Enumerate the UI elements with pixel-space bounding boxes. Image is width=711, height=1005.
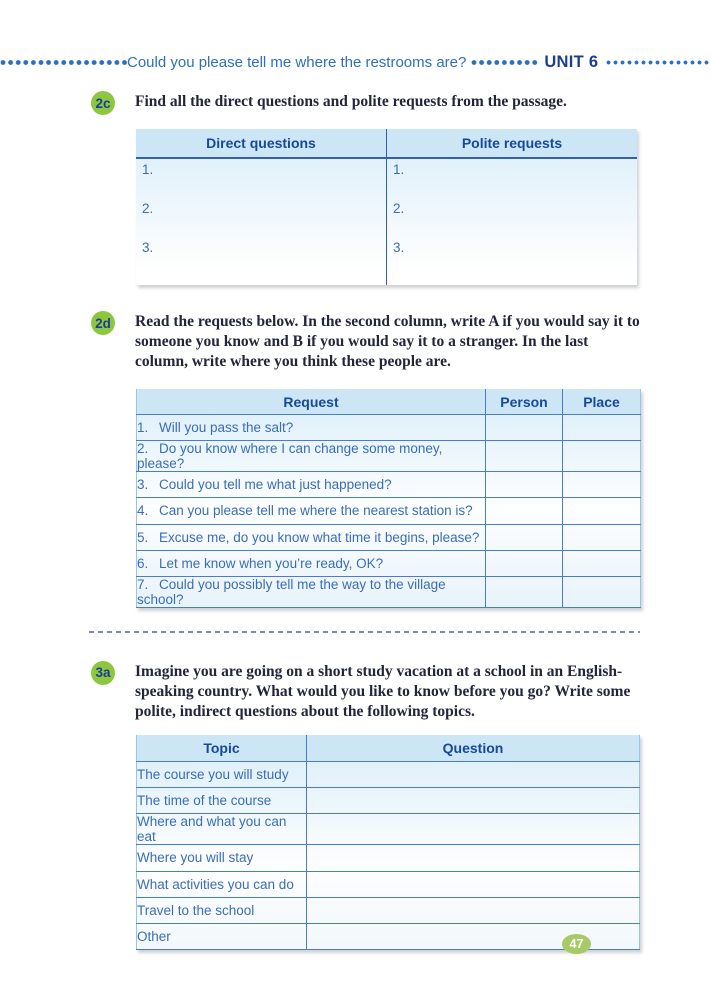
direct-questions-polite-requests-table — [136, 129, 637, 285]
table-header-row — [137, 389, 641, 415]
person-cell — [486, 524, 563, 550]
question-cell — [307, 897, 640, 923]
exercise-3a-instruction: Imagine you are going on a short study vacation at a school in an English-speaking country. What would you like to know before you go? Write some polite, indirect questions about the following topics. — [135, 662, 631, 720]
request-cell — [137, 415, 486, 441]
request-cell — [137, 550, 486, 576]
unit-label: UNIT 6 — [544, 52, 599, 71]
exercise-2d — [91, 310, 711, 372]
table-row — [137, 814, 640, 845]
request-cell — [137, 472, 486, 498]
person-cell — [486, 550, 563, 576]
column-header-direct-questions: Direct questions — [136, 129, 387, 158]
question-cell — [307, 788, 640, 814]
exercise-2d-badge: 2d — [91, 311, 115, 335]
section-divider — [89, 631, 640, 633]
place-cell — [563, 576, 641, 607]
exercise-2c-badge: 2c — [91, 91, 115, 115]
place-cell — [563, 524, 641, 550]
row-number: 3. — [137, 477, 149, 493]
table-row — [137, 576, 641, 607]
dotted-line-right — [606, 58, 711, 67]
topic-cell: What activities you can do — [137, 871, 307, 897]
row-number: 6. — [137, 555, 149, 571]
topic-cell: The time of the course — [137, 788, 307, 814]
row-number: 2. — [137, 441, 149, 457]
answer-line-number: 1. — [136, 158, 387, 198]
page-number-badge: 47 — [562, 934, 591, 954]
request-text: Do you know where I can change some money, please? — [137, 441, 443, 472]
person-cell — [486, 441, 563, 472]
topic-cell: Travel to the school — [137, 897, 307, 923]
person-cell — [486, 415, 563, 441]
table-row — [136, 198, 637, 237]
exercise-2c-instruction: Find all the direct questions and polite requests from the passage. — [135, 93, 567, 110]
topic-cell: The course you will study — [137, 761, 307, 787]
table-row — [137, 897, 640, 923]
exercise-3a-badge: 3a — [91, 661, 115, 685]
answer-line-number: 2. — [136, 198, 387, 237]
column-header-topic: Topic — [137, 735, 307, 762]
dotted-line-left — [0, 58, 127, 67]
answer-line-number: 3. — [393, 240, 405, 255]
place-cell — [563, 498, 641, 524]
request-text: Could you possibly tell me the way to the village school? — [137, 576, 446, 607]
answer-line-number: 2. — [393, 201, 405, 216]
table-row — [137, 472, 641, 498]
column-header-question: Question — [307, 735, 640, 762]
table-row — [137, 415, 641, 441]
table-row — [137, 845, 640, 871]
row-number: 5. — [137, 529, 149, 545]
request-text: Can you please tell me where the nearest station is? — [159, 503, 473, 519]
place-cell — [563, 472, 641, 498]
request-text: Let me know when you’re ready, OK? — [159, 555, 384, 571]
request-cell — [137, 441, 486, 472]
table-row — [136, 237, 637, 285]
topic-cell: Where and what you can eat — [137, 814, 307, 845]
table-row — [137, 788, 640, 814]
row-number: 1. — [137, 420, 149, 436]
question-cell — [307, 814, 640, 845]
question-cell — [307, 761, 640, 787]
answer-line-number: 1. — [393, 162, 405, 177]
request-cell — [137, 524, 486, 550]
table-row — [137, 871, 640, 897]
topic-cell: Where you will stay — [137, 845, 307, 871]
row-number: 7. — [137, 576, 149, 592]
row-number: 4. — [137, 503, 149, 519]
unit-question-title: Could you please tell me where the restrooms are? — [127, 53, 467, 71]
topics-questions-table — [136, 735, 640, 950]
table-row — [136, 158, 637, 198]
table-row — [137, 550, 641, 576]
person-cell — [486, 472, 563, 498]
table-row — [137, 761, 640, 787]
request-text: Excuse me, do you know what time it begins, please? — [159, 529, 480, 545]
request-cell — [137, 576, 486, 607]
answer-line-number: 3. — [136, 237, 387, 285]
page-header — [0, 0, 711, 71]
question-cell — [307, 871, 640, 897]
table-header-row — [136, 129, 637, 158]
place-cell — [563, 550, 641, 576]
request-text: Could you tell me what just happened? — [159, 477, 392, 493]
column-header-polite-requests: Polite requests — [387, 129, 638, 158]
table-row — [137, 441, 641, 472]
exercise-2c — [91, 90, 711, 115]
question-cell — [307, 845, 640, 871]
exercise-3a — [91, 660, 711, 722]
place-cell — [563, 441, 641, 472]
request-text: Will you pass the salt? — [159, 420, 294, 436]
column-header-request: Request — [137, 389, 486, 415]
request-cell — [137, 498, 486, 524]
person-cell — [486, 498, 563, 524]
exercise-2d-instruction: Read the requests below. In the second column, write A if you would say it to someone you know and B if you would say it to a stranger. In the last column, write where you think these people are. — [135, 313, 640, 370]
column-header-place: Place — [563, 389, 641, 415]
table-header-row — [137, 735, 640, 762]
dotted-line-middle — [471, 58, 539, 67]
column-header-person: Person — [486, 389, 563, 415]
person-cell — [486, 576, 563, 607]
table-row — [137, 498, 641, 524]
topic-cell: Other — [137, 923, 307, 949]
place-cell — [563, 415, 641, 441]
requests-table — [136, 389, 641, 608]
table-row — [137, 524, 641, 550]
